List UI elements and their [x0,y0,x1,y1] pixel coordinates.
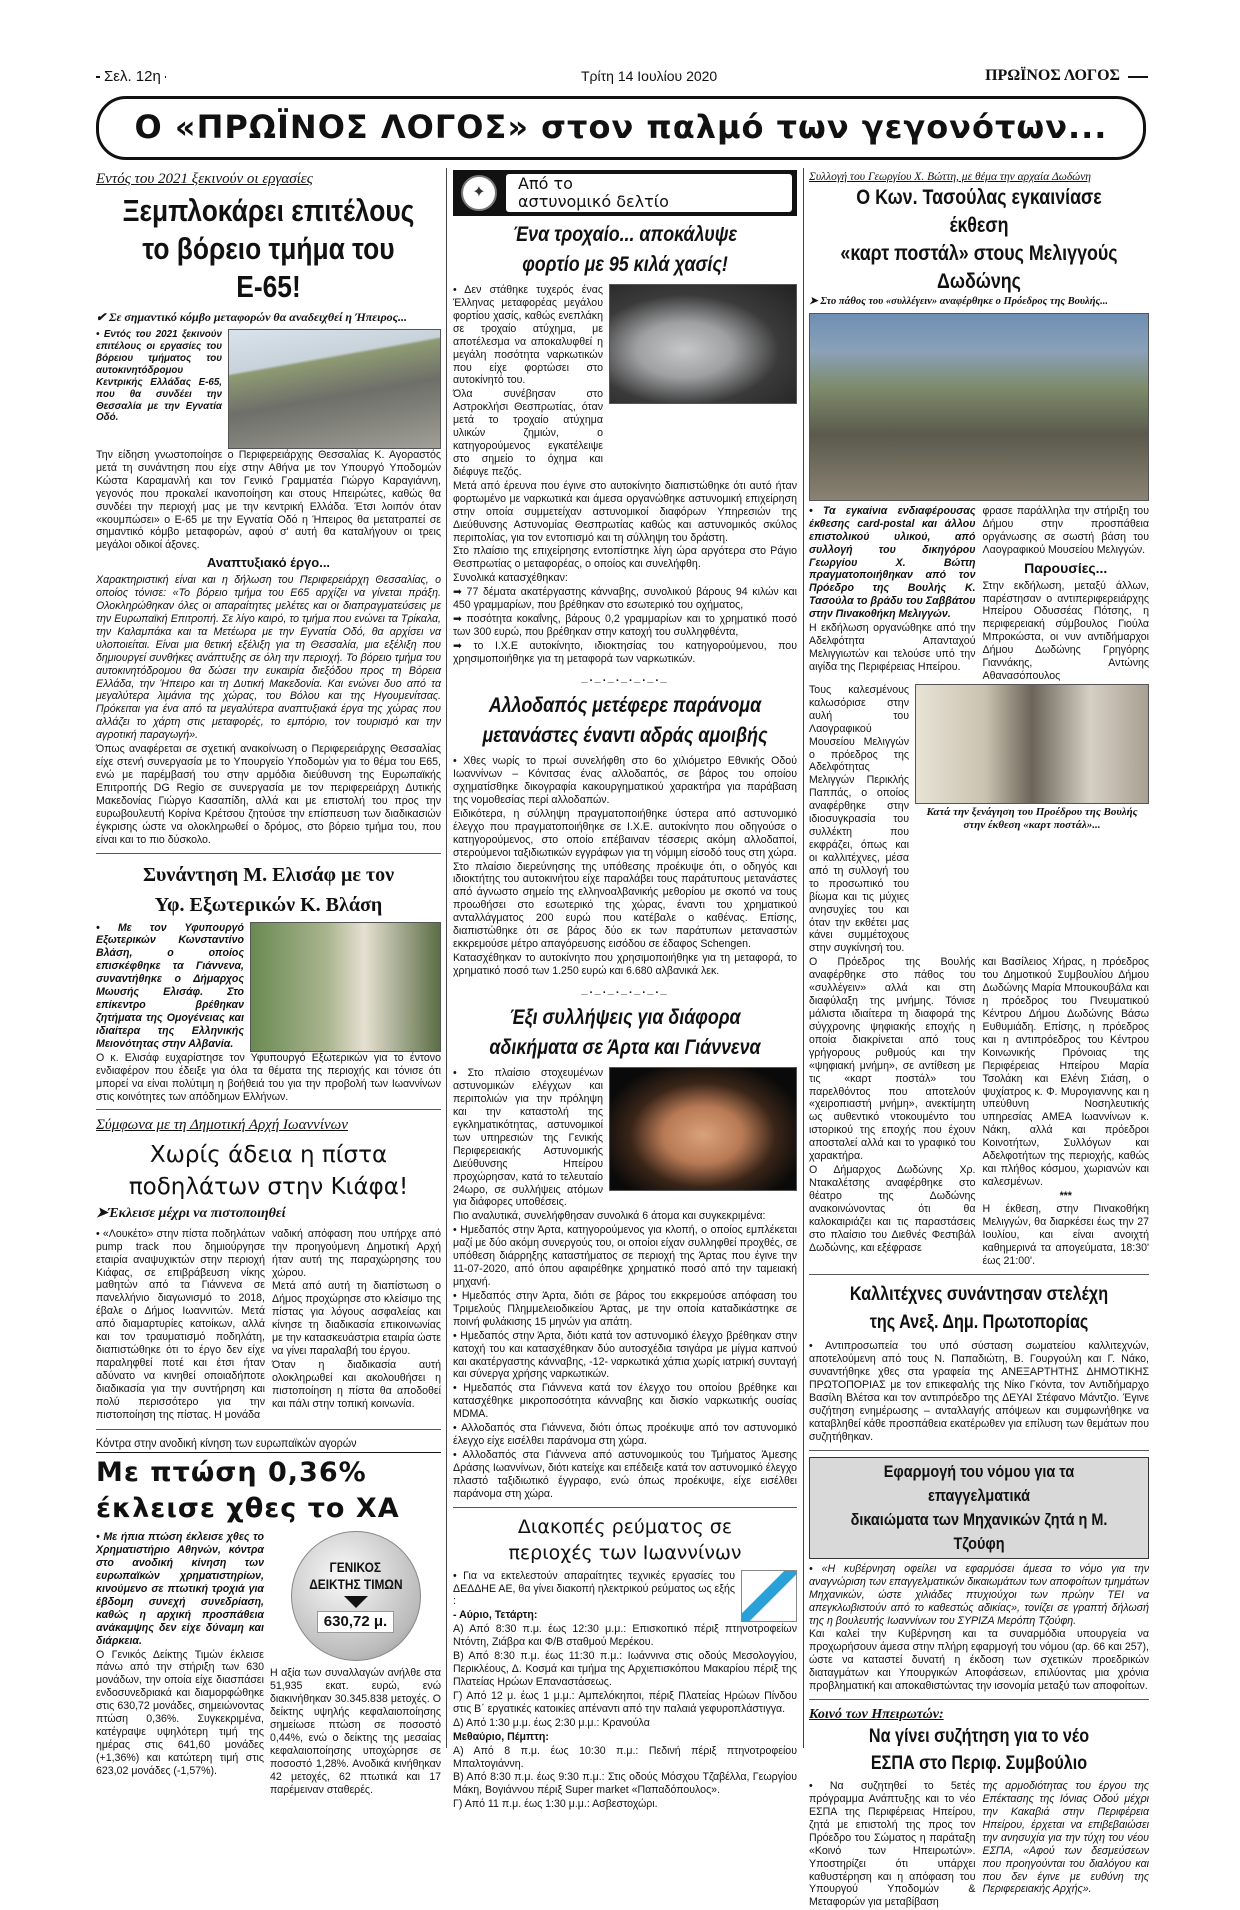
headline-line-1: Διακοπές ρεύματος σε [517,1515,733,1538]
body-paragraph: • Ημεδαπός στην Άρτα, διότι κατά τον αστυνομικό έλεγχο βρέθηκαν στην κατοχή του και κατασχέθηκαν δύο αυτοσχέδια τσιγάρα με μίγμα καπνού και ακατέργαστης κάνναβης, -12- ναρκωτικά χάπια χωρίς ιατρική συνταγή και σύνεργα χρήσης ναρκωτικών. [453,1329,797,1381]
article-e65 [96,170,441,847]
headline-line-1: Καλλιτέχνες συνάντησαν στελέχη [849,1284,1109,1306]
body-paragraph: • Δεν στάθηκε τυχερός ένας Έλληνας μεταφορέας μεγάλου φορτίου χασίς, καθώς ενεπλάκη σε τροχαίο ατύχημα, με αποτέλεσμα να αποκαλυφθεί η μεγάλη ποσότητα ναρκωτικών που είχε φορτώσει στο αυτοκίνητό του. [453,284,603,387]
schedule-item: Α) Από 8:30 π.μ. έως 12:30 μ.μ.: Επισκοπικό πέριξ πτηνοτροφείων Ντόντη, Ζιάβρα και Φ/Β σταθμού Μερέκου. [453,1623,797,1649]
divider [453,1507,797,1508]
article-power-cuts [453,1514,797,1812]
headline-line-1: Ξεμπλοκάρει επιτέλους [122,193,415,229]
body-paragraph: φρασε παράλληλα την στήριξη του Δήμου στην προσπάθεια οργάνωσης σε σωστή βάση του Λαογραφικού Μουσείου Μελιγγών. [982,504,1149,556]
page-number: Σελ. 12η [100,68,165,86]
divider [96,1109,441,1110]
body-paragraph: • Για να εκτελεστούν απαραίτητες τεχνικές εργασίες του ΔΕΔΔΗΕ ΑΕ, θα γίνει διακοπή ηλεκτρικού ρεύματος ως εξής : [453,1569,735,1608]
schedule-item: Δ) Από 1:30 μ.μ. έως 2:30 μ.μ.: Κρανούλα [453,1716,650,1729]
column-rule-2 [803,168,804,1748]
headline-line-1: Χωρίς άδεια η πίστα [149,1141,388,1168]
body-paragraph: Στο πλαίσιο διερεύνησης της υπόθεσης προέκυψε ότι, ο οδηγός και ιδιοκτήτης του αυτοκινήτου είχε παραλάβει τους παράτυπους μετανάστες από άγνωστο σημείο της ελληνοαλβανικής μεθορίου με σκοπό να τους προωθήσει στο εσωτερικό της χώρας, έναντι του χρηματικού ανταλλάγματος 200 ευρώ που κατέβαλε ο καθένας. Επίσης, διαπιστώθηκε ότι σε βάρος δύο εκ των παράτυπων μεταναστών εκκρεμούσε μέτρο απαγόρευσης εισόδου σε έδαφος Schengen. [453,860,797,951]
body-paragraph: Ο Γενικός Δείκτης Τιμών έκλεισε πάνω από την στήριξη των 630 μονάδων, την οποία είχε διασπάσει ενδοσυνεδριακά και διαμορφώθηκε στις 630,72 μονάδες, σημειώνοντας πτώση 0,36%. Συγκεκριμένα, κατέγραψε υψηλότερη τιμή της ημέρας στις 641,60 μονάδες (+1,36%) και κατώτερη τιμή στις 623,02 μονάδες (-1,57%). [96,1648,264,1777]
kicker: Συλλογή του Γεωργίου Χ. Βώττη, με θέμα την αρχαία Δωδώνη [809,171,1092,183]
headline-line-1: Να γίνει συζήτηση για το νέο [868,1726,1090,1748]
column-middle [453,170,797,1812]
index-value: 630,72 μ. [317,1611,394,1633]
body-paragraph: ➡ ποσότητα κοκαΐνης, βάρους 0,2 γραμμαρίων και το χρηματικό ποσό των 300 ευρώ, που βρέθηκαν στην κατοχή του συλληφθέντα, [453,613,797,638]
headline-line-2: δικαιώματα των Μηχανικών ζητά η Μ. Τζούφη [850,1509,1108,1553]
day-label: - Αύριο, Τετάρτη: [453,1609,538,1622]
day-label: Μεθαύριο, Πέμπτη: [453,1730,549,1743]
body-paragraph: Η εκδήλωση οργανώθηκε από την Αδελφότητα Απανταχού Μελιγγιωτών και τελούσε υπό την αιγίδα της Περιφέρειας Ηπείρου. [809,622,976,673]
subheadline: ➤Έκλεισε μέχρι να πιστοποιηθεί [96,1205,286,1221]
headline-line-2: της Ανεξ. Δημ. Πρωτοπορίας [869,1312,1089,1334]
index-badge [291,1531,421,1661]
body-paragraph: Την είδηση γνωστοποίησε ο Περιφερειάρχης Θεσσαλίας Κ. Αγοραστός μετά τη συνάντηση που είχε στην Αθήνα με τον Υπουργό Υποδομών Κώστα Καραμανλή και τον Γενικό Γραμματέα Γιώργο Καραγιάννη, γεγονός που προκαλεί ικανοποίηση και στους Ηπειρώτες, καθώς θα συνδέει την περιοχή μας με την κεντρική Ελλάδα. Έτσι λοιπόν όταν «κουμπώσει» ο Ε-65 με την Εγνατία Οδό η Ήπειρος θα μετατραπεί σε σημαντικό κόμβο μεταφορών, αφού σ' αυτή θα καταλήγουν οι τρεις μεγάλοι οδικοί άξονες. [96,448,441,552]
body-paragraph: ναδική απόφαση που υπήρχε από την προηγούμενη Δημοτική Αρχή ήταν αυτή της παραχώρησης του χώρου. [272,1227,441,1279]
section-heading: Παρουσίες... [1024,559,1108,576]
headline-line-2: αδικήματα σε Άρτα και Γιάννενα [489,1036,761,1060]
body-paragraph: Όταν η διαδικασία αυτή ολοκληρωθεί και ακολουθήσει η πιστοποίηση η πίστα θα αποδοθεί και πάλι στην τοπική κοινωνία. [272,1359,441,1410]
headline-line-2: μετανάστες έναντι αδράς αμοιβής [482,724,768,748]
headline-line-2: «καρτ ποστάλ» στους Μελιγγούς Δωδώνης [840,242,1118,294]
body-paragraph: ➡ 77 δέματα ακατέργαστης κάνναβης, συνολικού βάρους 94 κιλών και 450 γραμμαρίων, που βρέθηκαν στο εσωτερικό του οχήματος, [453,586,797,612]
lead-paragraph: • Τα εγκαίνια ενδιαφέρουσας έκθεσης card-postal και άλλου επιστολικού υλικού, από συλλογή του δικηγόρου Γεωργίου Χ. Βώττη πραγματοποιήθηκαν από τον Πρόεδρο της Βουλής Κ. Τασούλα το βράδυ του Σαββάτου στην Πινακοθήκη Μελιγγών. [809,504,976,621]
highway-photo [228,329,441,449]
arrow-down-icon [344,1596,368,1608]
deddie-logo-icon [741,1570,797,1622]
body-paragraph: Ο Πρόεδρος της Βουλής αναφέρθηκε στο πάθος του «συλλέγειν» αλλά και στη διαφύλαξη της μνήμης. Τόνισε μάλιστα ιδιαίτερα τη διαφορά της σύγχρονης ψηφιακής εποχής η οποία διακρίνεται από τους γρήγορους ρυθμούς και την «ψηφιακή μνήμη», σε αντίθεση με τις «καρτ ποστάλ» του παρελθόντος που αποτελούν «χειροπιαστή μνήμη», ανεκτίμητη ως αυθεντικό ντοκουμέντο του ιστορικού της εποχής που έχουν αποσταλεί αλλά και το γραφικό του χαρακτήρα. [809,956,976,1163]
headline-line-2: ποδηλάτων στην Κιάφα! [128,1173,409,1200]
body-paragraph: • Ημεδαπός στην Άρτα, κατηγορούμενος για κλοπή, ο οποίος εμπλέκεται μαζί με δύο ακόμη συνεργούς του, οι οποίοι είχαν συλληφθεί προχθές, σε υπόθεση διάρρηξης καταστήματος σε περιοχή της Άρτας που έγινε την 11-07-2020, από όπου αφαιρέθηκε χρηματικό ποσό από την ταμειακή μηχανή. [453,1224,797,1288]
body-paragraph: • «Λουκέτο» στην πίστα ποδηλάτων pump track που δημιούργησε εταιρία αναψυχικτών στην περιοχή Κιάφας, σε επιβράβευση νίκης μαθητών από τα Γιάννενα σε πανελλήνιο διαγωνισμό το 2018, έβαλε ο Δήμος Ιωαννιτών. Μετά από διαμαρτυρίες κατοίκων, αλλά και τον τραυματισμό ποδηλάτη, διαπιστώθηκε ότι το έργο δεν είχε παραληφθεί ποτέ και έτσι ήταν αδύνατο να κινηθεί οποιαδήποτε διαδικασία για την συντήρηση και πολύ περισσότερο για την πιστοποίηση της πίστας. Η μονάδα [96,1227,265,1421]
article-elisaf [96,860,441,1104]
headline-line-1: Ένα τροχαίο... αποκάλυψε [512,223,738,246]
headline-line-1: Εφαρμογή του νόμου για τα επαγγελματικά [883,1461,1075,1505]
article-arrests [453,1003,797,1500]
index-label-2: ΔΕΙΚΤΗΣ ΤΙΜΩΝ [308,1576,403,1593]
body-paragraph: • Ημεδαπός στην Άρτα, διότι σε βάρος του εκκρεμούσε απόφαση του Τριμελούς Πλημμελειοδικείου Άρτας, με την οποία καταδικάστηκε σε ποινή φυλάκισης 15 μηνών για απάτη. [453,1289,797,1328]
body-paragraph: Ειδικότερα, η σύλληψη πραγματοποιήθηκε ύστερα από αστυνομικό έλεγχο που πραγματοποιήθηκε σε Ι.Χ.Ε. αυτοκίνητο που οδηγούσε ο κατηγορούμενος, στο οποίο επέβαιναν τέσσερις ακόμη αλλοδαποί, στερούμενοι ταξιδιωτικών εγγράφων για τη νόμιμη είσοδό τους στη χώρα. [453,807,797,859]
body-paragraph: • Χθες νωρίς το πρωί συνελήφθη στο 6ο χιλιόμετρο Εθνικής Οδού Ιωαννίνων – Κόνιτσας ένας αλλοδαπός, σε βάρος του οποίου σχηματίσθηκε δικογραφία κακουργηματικού χαρακτήρα για παράβαση της νομοθεσίας περί αλλοδαπών. [453,755,797,806]
kicker: Κόντρα στην ανοδική κίνηση των ευρωπαϊκών αγορών [96,1435,357,1450]
body-paragraph: Μετά από αυτή τη διαπίστωση ο Δήμος προχώρησε στο κλείσιμο της πίστας για λόγους ασφαλείας και κίνησε τη διαδικασία επικοινωνίας με την κατασκευάστρια εταιρία ώστε να γίνει παραλαβή του έργου. [272,1280,441,1358]
headline-line-2: έκλεισε χθες το ΧΑ [96,1493,400,1525]
body-paragraph: • Αλλοδαπός στα Γιάννενα από αστυνομικούς του Τμήματος Άμεσης Δράσης Ιωαννίνων, διότι κατείχε και επέδειξε κατά τον αστυνομικό έλεγχο πλαστό ταξιδιωτικό έγγραφο, ενώ όπως προέκυψε, είχε εισέλθει παράνομα στη χώρα. [453,1448,797,1500]
issue-date: Τρίτη 14 Ιουλίου 2020 [581,68,718,84]
body-paragraph: Όλα συνέβησαν στο Αστροκλήσι Θεσπρωτίας, όταν μετά το τροχαίο ατύχημα υλικών ζημιών, ο κατηγορούμενος εγκατέλειψε στο σημείο το όχημα και διέφυγε πεζός. [453,388,603,478]
divider [96,853,441,854]
body-paragraph: Η έκθεση, στην Πινακοθήκη Μελιγγών, θα διαρκέσει έως την 27 Ιουλίου, και είναι ανοιχτή καθημερινά τα απογεύματα, 18:30' έως 21:00'. [982,1202,1149,1267]
kicker: Κοινό των Ηπειρωτών: [809,1707,944,1723]
subheadline: ➤ Στο πάθος του «συλλέγειν» αναφέρθηκε ο Πρόεδρος της Βουλής... [809,296,1109,308]
handcuffs-photo [609,1067,797,1191]
schedule-item: Γ) Από 12 μ. έως 1 μ.μ.: Αμπελόκηποι, πέριξ Πλατείας Ηρώων Πίνδου στις Β΄ εργατικές κατοικίες απέναντι από την παλαιά γεφυροπλάστιγγα. [453,1689,797,1715]
body-paragraph: • Αντιπροσωπεία του υπό σύσταση σωματείου καλλιτεχνών, αποτελούμενη από τους Ν. Παπαδιώτη, Β. Γουργούλη και Γ. Νάκο, συναντήθηκε χθες στα γραφεία της ΑΝΕΞΑΡΤΗΤΗΣ ΔΗΜΟΤΙΚΗΣ ΠΡΩΤΟΠΟΡΙΑΣ με τον επικεφαλής της Νίκο Γκόντα, τον Αντιδήμαρχο Βασίλη Βλέτσα και τον αντιπρόεδρο της ΔΕΥΑΙ Στέφανο Μάντζιο. Έγινε συζήτηση ενημέρωσης – ανταλλαγής απόψεων και συμφωνήθηκε να καταβληθεί κάθε προσπάθεια εκατέρωθεν για επίλυση των θεμάτων που συζητήθηκαν. [809,1340,1149,1443]
column-rule-1 [446,168,447,1748]
page-header [96,64,1148,90]
column-right [809,170,1149,1910]
newspaper-name: ΠΡΩΪΝΟΣ ΛΟΓΟΣ [981,66,1124,86]
section-heading: Αναπτυξιακό έργο... [206,555,331,571]
separator: _._._._._._._ [581,671,669,684]
lead-paragraph: • Εντός του 2021 ξεκινούν επιτέλους οι εργασίες του βόρειου τμήματος του αυτοκινητόδρομου Κεντρικής Ελλάδας Ε-65, που θα συνδέει την Θεσσαλία με την Εγνατία Οδό. [96,328,222,424]
body-paragraph: Μετά από έρευνα που έγινε στο αυτοκίνητο διαπιστώθηκε ότι αυτό ήταν φορτωμένο με ναρκωτικά και άμεσα οργανώθηκε αστυνομική επιχείρηση στην οποία συμμετείχαν αστυνομικοί διαφόρων Υπηρεσιών της Διεύθυνσης Αστυνομίας Θεσπρωτίας καθώς και αστυνομικός σκύλος περιπολίας, για τον εντοπισμό και τη σύλληψη του δράστη. [453,479,797,544]
schedule-item: Β) Από 8:30 π.μ. έως 9:30 π.μ.: Στις οδούς Μόσχου Τζαβέλλα, Γεωργίου Μάκη, Βογιάννου πέριξ Super market «Παπαδόπουλος». [453,1771,797,1797]
index-label-1: ΓΕΝΙΚΟΣ [329,1559,382,1576]
meeting-photo [250,922,441,1052]
police-label-2: αστυνομικό δελτίο [518,192,669,211]
body-paragraph: • Ημεδαπός στα Γιάννενα κατά τον έλεγχο του οποίου βρέθηκε και κατασχέθηκε μικροποσότητα κάνναβης και δισκίο ναρκωτικής ουσίας MDMA. [453,1382,797,1421]
article-migrants [453,691,797,978]
body-paragraph: Η αξία των συναλλαγών ανήλθε στα 51,935 εκατ. ευρώ, ενώ διακινήθηκαν 30.345.838 μετοχές. Ο δείκτης υψηλής κεφαλαιοποίησης σημείωσε πτώση σε ποσοστό 0,44%, ενώ ο δείκτης της μεσαίας κεφαλαιοποίησης υποχώρησε σε ποσοστό 1,28%. Ανοδικά κινήθηκαν 42 μετοχές, 62 πτωτικά και 17 παρέμειναν σταθερές. [270,1667,441,1796]
stars-separator: *** [1059,1189,1072,1202]
headline-line-2: Υφ. Εξωτερικών Κ. Βλάση [154,893,383,916]
headline-line-1: Αλλοδαπός μετέφερε παράνομα [488,694,762,718]
headline-line-2: περιοχές των Ιωαννίνων [508,1541,742,1564]
exhibition-courtyard-photo [809,313,1149,501]
lead-paragraph: • Με τον Υφυπουργό Εξωτερικών Κωνσταντίνο Βλάση, ο οποίος επισκέφθηκε τα Γιάννενα, συναντήθηκε ο Δήμαρχος Μωυσής Ελισάφ. Στο επίκεντρο βρέθηκαν ζητήματα της Ομογένειας και ιδιαίτερα της Ελληνικής Μειονότητας στην Αλβανία. [96,921,244,1050]
schedule-item: Β) Από 8:30 π.μ. έως 11:30 π.μ.: Ιωάννινα στις οδούς Μεσολογγίου, Περικλέους, Δ. Κοσμά και τμήμα της Αρχιεπισκόπου Μακαρίου πέριξ της Πλατείας Ηρώων Επαναστάσεως. [453,1650,797,1689]
schedule-item: Γ) Από 11 π.μ. έως 1:30 μ.μ.: Ασβεστοχώρι. [453,1798,658,1811]
headline-line-1: Με πτώση 0,36% [96,1457,367,1489]
headline-line-1: Έξι συλλήψεις για διάφορα [509,1006,741,1030]
body-paragraph: Στο πλαίσιο της επιχείρησης εντοπίστηκε λίγη ώρα αργότερα στο Ράγιο Θεσπρωτίας ο μεταφορέας, ο οποίος και συνελήφθη. [453,545,797,571]
kicker: Εντός του 2021 ξεκινούν οι εργασίες [96,171,313,187]
article-espa [809,1706,1149,1910]
body-paragraph: • Να συζητηθεί το 5ετές πρόγραμμα Ανάπτυξης και το νέο ΕΣΠΑ της Περιφέρειας Ηπείρου, ζητά με επιστολή της προς τον Πρόεδρο του Σώματος η παράταξη «Κοινό των Ηπειρωτών». Υποστηρίζει ότι υπάρχει καθυστέρηση και η απόφαση του Υπουργού Υποδομών & Μεταφορών για μεταβίβαση [809,1780,976,1909]
article-engineers [809,1457,1149,1693]
article-hashish [453,220,797,666]
body-paragraph: • Στο πλαίσιο στοχευμένων αστυνομικών ελέγχων και περιπολιών για την πρόληψη και την καταστολή της εγκληματικότητας, αστυνομικοί των υπηρεσιών της Γενικής Περιφερειακής Αστυνομικής Διεύθυνσης Ηπείρου προχώρησαν, κατά το τελευταίο 24ωρο, σε συλλήψεις ατόμων για διάφορες υποθέσεις. [453,1067,603,1209]
body-paragraph: Ο κ. Ελισάφ ευχαρίστησε τον Υφυπουργό Εξωτερικών για το έντονο ενδιαφέρον που έδειξε για όλα τα θέματα της περιοχής και τόνισε ότι μπορεί να είναι πολύτιμη η βοήθειά του για την προβολή των Ιωαννίνων στις κοινότητες των απόδημων Ελλήνων. [96,1051,441,1103]
divider [96,1429,441,1430]
banner-title: Ο «ΠΡΩΪΝΟΣ ΛΟΓΟΣ» στον παλμό των γεγονότων... [134,108,1108,147]
body-paragraph: Χαρακτηριστική είναι και η δήλωση του Περιφερειάρχη Θεσσαλίας, ο οποίος τόνισε: «Το βόρειο τμήμα του Ε65 αρχίζει να γίνεται πράξη. Ολοκληρώθηκαν όλες οι απαραίτητες μελέτες και οι διαπραγματεύσεις με την Ευρωπαϊκή Επιτροπή. Σε λίγο καιρό, το τμήμα που ενώνει τα Τρίκαλα, την Καλαμπάκα και τα Μετέωρα με την Εγνατία Οδό, θα αρχίσει να υλοποιείται. Είναι μια θετική εξέλιξη για τη Θεσσαλία, μια εξέλιξη που δημιουργεί συνθήκες ανάπτυξης σε όλη την περιοχή. Το βόρειο τμήμα του αυτοκινητόδρομου θα δώσει την ευκαιρία διεξόδου προς τη Βόρεια Ελλάδα, την Ήπειρο και τη Δυτική Μακεδονία. Και ενώνει δυο από τα μεγαλύτερα λιμάνια της χώρας, του Βόλου και της Ηγουμενίτσας. Πρόκειται για ένα από τα μεγαλύτερα αναπτυξιακά έργα της χώρας που αλλάζει το χάρτη στις μεταφορές, το εμπόριο, τον τουρισμό και την αγροτική παραγωγή». [96,574,441,742]
headline-line-1: Συνάντηση Μ. Ελισάφ με τον [142,863,395,886]
body-paragraph: Συνολικά κατασχέθηκαν: [453,572,568,585]
body-paragraph: • Αλλοδαπός στα Γιάννενα, διότι όπως προέκυψε από τον αστυνομικό έλεγχο είχε εισέλθει παράνομα στη χώρα. [453,1422,797,1448]
body-paragraph: Στην εκδήλωση, μεταξύ άλλων, παρέστησαν ο αντιπεριφερειάρχης Ηπείρου Οδυσσέας Πότσης, η περιφερειακή σύμβουλος Γιούλα Μπροκώστα, οι νυν αντιδήμαρχοι Δήμου Δωδώνης Γρηγόρης Γιαννάκης, Αντώνης Αθανασόπουλος [982,579,1149,683]
exhibition-tour-photo [915,684,1149,804]
body-paragraph: Ο Δήμαρχος Δωδώνης Χρ. Ντακαλέτσης αναφέρθηκε στο θέατρο της Δωδώνης ανακοινώνοντας ότι θα καλοκαιριάζει και τις παραστάσεις στο πλαίσιο του Διεθνές Φεστιβάλ Δωδώνης, και εξέφρασε [809,1164,976,1254]
body-paragraph: Τους καλεσμένους καλωσόρισε στην αυλή του Λαογραφικού Μουσείου Μελιγγών ο πρόεδρος της Αδελφότητας Μελιγγών Περικλής Παππάς, ο οποίος αναφέρθηκε στην ιδιοσυγκρασία του συλλέκτη που εκφράζει, όπως και οι καλλιτέχνες, μέσα από τη συλλογή του το προσωπικό του βίωμα και τις μύχιες ανησυχίες του και όταν την εκθέτει μας κάνει συμμέτοχους στην συγκίνησή του. [809,683,909,955]
headline-line-2: ΕΣΠΑ στο Περιφ. Συμβούλιο [870,1753,1088,1775]
divider [809,1274,1149,1275]
article-artists [809,1281,1149,1443]
article-bike-track [96,1116,441,1422]
article-stock-market [96,1436,441,1798]
police-bulletin-header [453,170,797,216]
lead-paragraph: • «Η κυβέρνηση οφείλει να εφαρμόσει άμεσα το νόμο για την αναγνώριση των επαγγελματικών δικαιωμάτων των αποφοίτων τμημάτων Μηχανικών, ώστε χιλιάδες πτυχιούχοι των πρώην ΤΕΙ να απεγκλωβιστούν από το καθεστώς αδικίας», τονίζει σε γραπτή δήλωσή της η βουλευτής Ιωαννίνων του ΣΥΡΙΖΑ Μερόπη Τζούφη. [809,1562,1149,1627]
lead-paragraph: • Με ήπια πτώση έκλεισε χθες το Χρηματιστήριο Αθηνών, κόντρα στο ανοδική κίνηση των ευρωπαϊκών χρηματιστηρίων, κινούμενο σε πτωτική τροχιά για έβδομη συνεχή συνεδρίαση, καθώς η αρχική προσπάθεια ανάκαμψης δεν είχε δύναμη και διάρκεια. [96,1531,264,1647]
body-paragraph: Πιο αναλυτικά, συνελήφθησαν συνολικά 6 άτομα και συγκεκριμένα: [453,1210,766,1223]
article-postcards [809,170,1149,1268]
body-paragraph: Όπως αναφέρεται σε σχετική ανακοίνωση ο Περιφερειάρχης Θεσσαλίας είχε στενή συνεργασία με το Υπουργείο Υποδομών για το θέμα του Ε65, ενώ με παρέμβασή του στην αρμόδια διεύθυνση της Ευρωπαϊκής Επιτροπής DG Regio σε συνεργασία με τον περιφερειάρχη Δυτικής Μακεδονίας Γιώργο Κασαπίδη, αλλά και με επιστολή του προς την ευρωβουλευτή Κορίνα Κρέτσου ζητούσε την επίσπευση των διαδικασιών έγκρισης ώστε να ολοκληρωθεί ο δρόμος, στο βόρειο τμήμα του, που είναι και το πιο δύσκολο. [96,743,441,846]
separator: _._._._._._._ [581,983,669,996]
schedule-item: Α) Από 8 π.μ. έως 10:30 π.μ.: Πεδινή πέριξ πτηνοτροφείου Μπαλτογιάννη. [453,1744,797,1770]
column-left [96,170,441,1797]
subheadline: ✔ Σε σημαντικό κόμβο μεταφορών θα αναδειχθεί η Ήπειρος... [96,310,408,325]
divider [809,1699,1149,1700]
body-paragraph: Και καλεί την Κυβέρνηση και τα συναρμόδια υπουργεία να προχωρήσουν άμεσα στην πλήρη εφαρμογή του νόμου (αρ. 66 και 257), ώστε να καταστεί δυνατή η έκδοση των σχετικών προεδρικών διαταγμάτων και Υπουργικών Αποφάσεων, επιλύοντας μια χρόνια προβληματική και αποκαθιστώντας την ισονομία μεταξύ των αποφοίτων. [809,1628,1149,1693]
page-banner [96,96,1146,160]
police-emblem-icon: ✦ [461,175,497,211]
divider [809,1450,1149,1451]
header-rule-right [1128,76,1148,78]
police-label-1: Από το [518,174,573,193]
headline-line-1: Ο Κων. Τασούλας εγκαινίασε έκθεση [856,186,1102,238]
body-paragraph: και Βασίλειος Χήρας, η πρόεδρος του Δημοτικού Συμβουλίου Δήμου Δωδώνης Μαρία Μπουκουβάλα και η πρόεδρος του Πνευματικού Κέντρου Δήμου Δωδώνης Βάσω Ευθυμιάδη. Επίσης, η πρόεδρος και η αντιπρόεδρος του Κέντρου Κοινωνικής Πρόνοιας της Περιφέρειας Ηπείρου Μαρία Τσολάκη και Ελένη Σιάση, ο ψυχίατρος κ. Φ. Μυρογιαννης και η υπεύθυνη Νοσηλευτικής υπηρεσίας ΑΜΕΑ Ιωαννίνων κ. Νάκη, αλλά και πρόεδροι Κοινοτήτων, Συλλόγων και Αδελφοτήτων της περιοχής, καθώς και πλήθος κόσμου, χωριανών και καλεσμένων. [982,956,1149,1188]
hashish-photo [609,284,797,404]
photo-caption: Κατά την ξενάγηση του Προέδρου της Βουλής στην έκθεση «καρτ ποστάλ»... [915,806,1149,833]
kicker: Σύμφωνα με τη Δημοτική Αρχή Ιωαννίνων [96,1117,348,1134]
body-paragraph: ➡ το Ι.Χ.Ε αυτοκίνητο, ιδιοκτησίας του κατηγορούμενου, που χρησιμοποιήθηκε για τη μεταφορά των ναρκωτικών. [453,639,797,665]
body-paragraph: Κατασχέθηκαν το αυτοκίνητο που χρησιμοποιήθηκε για τη μεταφορά, το χρηματικό ποσό των 1.250 ευρώ και 6.680 αλβανικά λεκ. [453,951,797,977]
headline-line-2: το βόρειο τμήμα του Ε-65! [142,231,395,305]
headline-line-2: φορτίο με 95 κιλά χασίς! [522,253,728,276]
body-paragraph: της αρμοδιότητας του έργου της Επέκτασης της Ιόνιας Οδού μέχρι την Κακαβιά στην Περιφέρεια Ηπείρου, έρχεται να επιβεβαιώσει την ανησυχία για την τύχη του νέου ΕΣΠΑ, «Αφού των δεσμεύσεων που προηγούνται του διαλόγου και που δεν έγινε με ευθύνη της Περιφερειακής Αρχής». [982,1780,1149,1896]
